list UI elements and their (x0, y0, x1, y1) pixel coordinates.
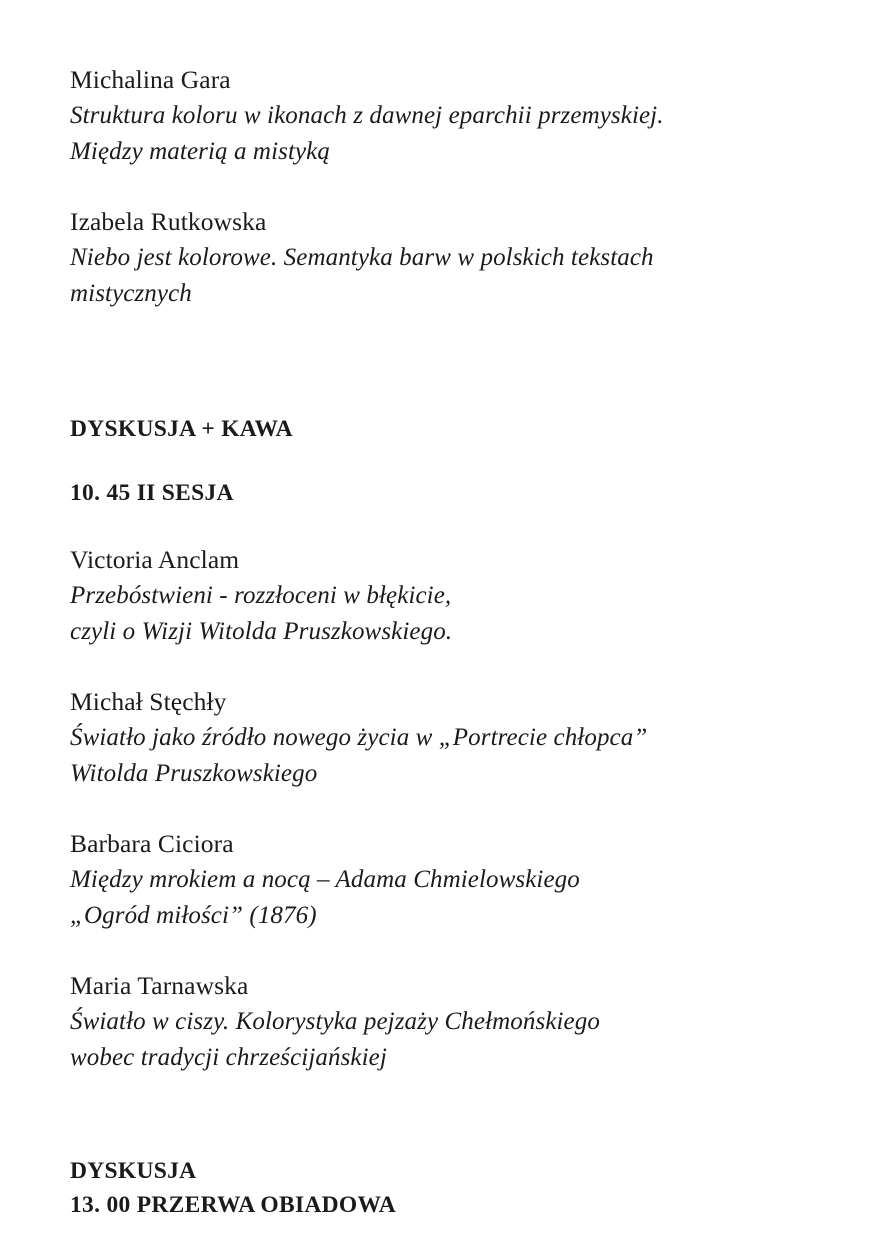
entry-title-line: Witolda Pruszkowskiego (70, 760, 318, 787)
entry-title-line: Światło jako źródło nowego życia w „Portrecie chłopca” (70, 724, 648, 751)
entry-title-line: „Ogród miłości” (1876) (70, 902, 317, 929)
program-entry (70, 62, 804, 170)
entry-title-line: wobec tradycji chrześcijańskiej (70, 1044, 387, 1071)
entry-title-line: Niebo jest kolorowe. Semantyka barw w polskich tekstach (70, 244, 654, 271)
entry-title-line: Światło w ciszy. Kolorystyka pejzaży Chełmońskiego (70, 1008, 600, 1035)
session-spacer (70, 510, 804, 542)
entry-author: Michał Stęchły (70, 687, 227, 716)
entry-title-line: Między mrokiem a nocą – Adama Chmielowskiego (70, 866, 580, 893)
heading-discussion-coffee: DYSKUSJA + KAWA (70, 416, 293, 442)
entry-title-line: Przebóstwieni - rozzłoceni w błękicie, (70, 582, 452, 609)
entry-title-line: mistycznych (70, 280, 192, 307)
heading-discussion: DYSKUSJA (70, 1158, 197, 1184)
heading-spacer (70, 446, 804, 476)
entry-title-line: Między materią a mistyką (70, 138, 330, 165)
program-entry (70, 968, 804, 1076)
section-spacer (70, 346, 804, 412)
program-entry (70, 542, 804, 650)
section-spacer (70, 1110, 804, 1154)
program-entry (70, 826, 804, 934)
entry-author: Izabela Rutkowska (70, 207, 267, 236)
entry-title-line: Struktura koloru w ikonach z dawnej eparchii przemyskiej. (70, 102, 664, 129)
heading-lunch-break: 13. 00 PRZERWA OBIADOWA (70, 1192, 396, 1218)
entry-author: Victoria Anclam (70, 545, 240, 574)
program-entry (70, 204, 804, 312)
entry-author: Michalina Gara (70, 65, 231, 94)
entry-title-line: czyli o Wizji Witolda Pruszkowskiego. (70, 618, 453, 645)
program-entry (70, 684, 804, 792)
heading-session-two: 10. 45 II SESJA (70, 480, 234, 506)
entry-author: Maria Tarnawska (70, 971, 249, 1000)
entry-author: Barbara Ciciora (70, 829, 234, 858)
